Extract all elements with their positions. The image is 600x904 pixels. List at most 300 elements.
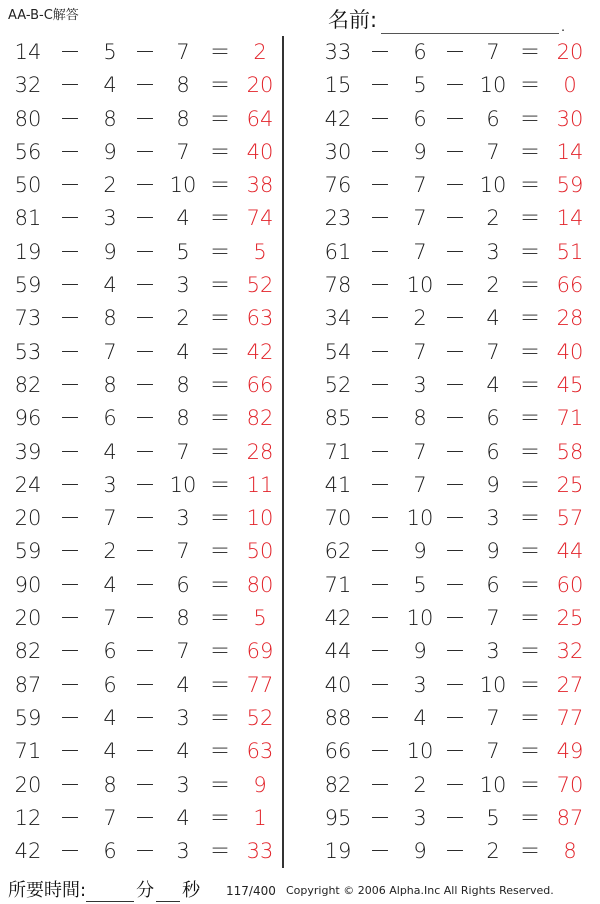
subtrahend-1: 3 [103,472,117,497]
subtrahend-2: 4 [176,739,190,764]
subtrahend-1: 3 [413,805,427,830]
answer: 64 [246,106,274,131]
minus-sign: － [134,439,156,464]
subtrahend-2: 6 [486,406,500,431]
subtrahend-2: 4 [176,339,190,364]
seconds-unit: 秒 [182,880,201,901]
problem-row [310,202,600,235]
answer: 69 [246,639,274,664]
equals-sign: ＝ [519,139,541,164]
problem-row [310,702,600,735]
answer: 59 [556,173,584,198]
equals-sign: ＝ [209,439,231,464]
equals-sign: ＝ [519,339,541,364]
subtrahend-1: 10 [406,739,434,764]
subtrahend-1: 10 [406,273,434,298]
minus-sign: － [444,273,466,298]
subtrahend-1: 7 [413,439,427,464]
minuend: 56 [14,139,42,164]
answer: 14 [556,139,584,164]
problem-row [310,735,600,768]
subtrahend-1: 7 [413,472,427,497]
answer: 40 [246,139,274,164]
equals-sign: ＝ [519,639,541,664]
minuend: 96 [14,406,42,431]
subtrahend-1: 4 [103,439,117,464]
minus-sign: － [59,539,81,564]
answer: 27 [556,672,584,697]
problem-row [0,269,290,302]
minus-sign: － [59,472,81,497]
subtrahend-2: 4 [176,206,190,231]
answer: 82 [246,406,274,431]
equals-sign: ＝ [209,173,231,198]
equals-sign: ＝ [209,40,231,64]
problem-row [0,569,290,602]
answer: 2 [253,40,267,64]
minuend: 81 [14,206,42,231]
equals-sign: ＝ [519,439,541,464]
equals-sign: ＝ [209,273,231,298]
problem-row [0,535,290,568]
answer: 14 [556,206,584,231]
minus-sign: － [134,372,156,397]
subtrahend-1: 8 [413,406,427,431]
minutes-blank [86,881,134,902]
minus-sign: － [369,273,391,298]
subtrahend-2: 7 [176,139,190,164]
minus-sign: － [369,239,391,264]
minuend: 23 [324,206,352,231]
minuend: 50 [14,173,42,198]
problem-row [0,136,290,169]
equals-sign: ＝ [519,40,541,64]
minus-sign: － [444,606,466,631]
minus-sign: － [369,805,391,830]
minus-sign: － [59,106,81,131]
minus-sign: － [444,339,466,364]
minus-sign: － [134,306,156,331]
subtrahend-1: 6 [103,672,117,697]
minuend: 40 [324,672,352,697]
minus-sign: － [134,639,156,664]
subtrahend-2: 7 [486,606,500,631]
minuend: 71 [324,572,352,597]
problem-row [310,103,600,136]
problem-row [0,202,290,235]
equals-sign: ＝ [519,372,541,397]
subtrahend-1: 9 [413,639,427,664]
minus-sign: － [59,772,81,797]
problem-row [310,669,600,702]
answer: 0 [563,73,577,98]
answer: 57 [556,506,584,531]
minus-sign: － [134,40,156,64]
problem-row [0,469,290,502]
equals-sign: ＝ [209,472,231,497]
problem-row [310,236,600,269]
equals-sign: ＝ [209,339,231,364]
answer: 60 [556,572,584,597]
problem-row [310,402,600,435]
subtrahend-2: 3 [176,506,190,531]
subtrahend-2: 8 [176,406,190,431]
minus-sign: － [369,139,391,164]
subtrahend-2: 2 [176,306,190,331]
equals-sign: ＝ [519,839,541,864]
minus-sign: － [444,672,466,697]
answer: 63 [246,306,274,331]
equals-sign: ＝ [209,739,231,764]
minus-sign: － [444,705,466,730]
minuend: 76 [324,173,352,198]
answer: 10 [246,506,274,531]
problem-row [0,69,290,102]
minus-sign: － [59,239,81,264]
subtrahend-1: 9 [413,139,427,164]
equals-sign: ＝ [519,206,541,231]
problem-row [0,402,290,435]
minus-sign: － [369,406,391,431]
subtrahend-1: 4 [413,705,427,730]
minuend: 24 [14,472,42,497]
minuend: 70 [324,506,352,531]
minuend: 59 [14,273,42,298]
subtrahend-1: 5 [413,73,427,98]
minuend: 52 [324,372,352,397]
minus-sign: － [444,406,466,431]
minus-sign: － [59,372,81,397]
name-label: 名前: [328,8,378,32]
column-divider [282,36,284,868]
answer: 45 [556,372,584,397]
problem-row [310,769,600,802]
answer: 44 [556,539,584,564]
subtrahend-2: 3 [176,772,190,797]
minuend: 34 [324,306,352,331]
minus-sign: － [369,539,391,564]
problem-row [0,769,290,802]
equals-sign: ＝ [519,572,541,597]
minuend: 12 [14,805,42,830]
equals-sign: ＝ [519,606,541,631]
subtrahend-1: 4 [103,572,117,597]
subtrahend-2: 8 [176,606,190,631]
answer: 11 [246,472,274,497]
equals-sign: ＝ [209,106,231,131]
minus-sign: － [444,73,466,98]
minus-sign: － [369,639,391,664]
subtrahend-1: 8 [103,372,117,397]
subtrahend-2: 6 [486,106,500,131]
minus-sign: － [134,539,156,564]
equals-sign: ＝ [519,739,541,764]
page-number: 117/400 [226,884,276,898]
minus-sign: － [134,273,156,298]
equals-sign: ＝ [209,406,231,431]
minus-sign: － [444,739,466,764]
minus-sign: － [134,606,156,631]
subtrahend-2: 7 [176,539,190,564]
problem-row [0,669,290,702]
subtrahend-2: 10 [479,672,507,697]
subtrahend-1: 6 [413,40,427,64]
minus-sign: － [369,339,391,364]
answer: 50 [246,539,274,564]
subtrahend-2: 3 [176,705,190,730]
subtrahend-2: 7 [176,40,190,64]
minus-sign: － [134,406,156,431]
answer: 30 [556,106,584,131]
time-label: 所要時間: [8,880,87,901]
minuend: 32 [14,73,42,98]
subtrahend-1: 7 [103,506,117,531]
subtrahend-2: 2 [486,273,500,298]
subtrahend-2: 6 [486,572,500,597]
minuend: 59 [14,705,42,730]
minus-sign: － [444,839,466,864]
minus-sign: － [59,306,81,331]
subtrahend-2: 4 [176,672,190,697]
minus-sign: － [369,506,391,531]
answer: 52 [246,705,274,730]
minus-sign: － [444,40,466,64]
equals-sign: ＝ [519,772,541,797]
answer: 42 [246,339,274,364]
answer: 5 [253,239,267,264]
minus-sign: － [134,472,156,497]
equals-sign: ＝ [209,539,231,564]
minus-sign: － [59,839,81,864]
subtrahend-2: 3 [176,839,190,864]
equals-sign: ＝ [209,606,231,631]
answer: 51 [556,239,584,264]
answer: 74 [246,206,274,231]
minuend: 82 [324,772,352,797]
minus-sign: － [59,139,81,164]
problem-row [0,302,290,335]
minus-sign: － [59,439,81,464]
minus-sign: － [369,106,391,131]
minus-sign: － [444,639,466,664]
minus-sign: － [444,472,466,497]
equals-sign: ＝ [209,306,231,331]
subtrahend-1: 7 [413,339,427,364]
subtrahend-2: 10 [479,73,507,98]
name-blank-line [381,13,559,34]
minus-sign: － [134,206,156,231]
minus-sign: － [134,672,156,697]
equals-sign: ＝ [209,705,231,730]
equals-sign: ＝ [519,73,541,98]
subtrahend-2: 10 [169,472,197,497]
minus-sign: － [369,606,391,631]
minus-sign: － [59,805,81,830]
equals-sign: ＝ [519,472,541,497]
problem-row [310,602,600,635]
minus-sign: － [369,739,391,764]
minuend: 85 [324,406,352,431]
subtrahend-1: 8 [103,106,117,131]
minus-sign: － [134,106,156,131]
subtrahend-1: 6 [103,639,117,664]
seconds-blank [156,881,180,902]
subtrahend-2: 7 [486,705,500,730]
equals-sign: ＝ [209,639,231,664]
subtrahend-1: 10 [406,506,434,531]
equals-sign: ＝ [519,406,541,431]
subtrahend-1: 7 [103,339,117,364]
subtrahend-1: 3 [413,372,427,397]
minus-sign: － [59,506,81,531]
subtrahend-1: 10 [406,606,434,631]
minus-sign: － [59,672,81,697]
minuend: 14 [14,40,42,64]
minuend: 39 [14,439,42,464]
equals-sign: ＝ [209,73,231,98]
problem-row [310,469,600,502]
minus-sign: － [444,572,466,597]
problem-row [310,36,600,69]
equals-sign: ＝ [519,506,541,531]
subtrahend-1: 5 [103,40,117,64]
minuend: 30 [324,139,352,164]
minuend: 20 [14,506,42,531]
subtrahend-1: 5 [413,572,427,597]
name-field [328,4,565,34]
minus-sign: － [59,639,81,664]
subtrahend-2: 9 [486,472,500,497]
problem-row [0,369,290,402]
minus-sign: － [444,439,466,464]
problem-row [310,569,600,602]
equals-sign: ＝ [519,173,541,198]
subtrahend-2: 9 [486,539,500,564]
answer: 77 [556,705,584,730]
minus-sign: － [369,439,391,464]
minus-sign: － [444,805,466,830]
minuend: 95 [324,805,352,830]
minuend: 54 [324,339,352,364]
minuend: 66 [324,739,352,764]
name-dot: . [561,20,565,34]
minus-sign: － [444,239,466,264]
subtrahend-2: 8 [176,106,190,131]
subtrahend-2: 10 [479,173,507,198]
problem-row [0,169,290,202]
subtrahend-2: 2 [486,206,500,231]
subtrahend-1: 3 [413,672,427,697]
subtrahend-2: 6 [176,572,190,597]
subtrahend-2: 10 [169,173,197,198]
minus-sign: － [134,139,156,164]
subtrahend-2: 2 [486,839,500,864]
subtrahend-2: 5 [176,239,190,264]
subtrahend-1: 7 [413,173,427,198]
subtrahend-1: 9 [413,839,427,864]
answer: 25 [556,472,584,497]
minus-sign: － [134,772,156,797]
subtrahend-1: 8 [103,306,117,331]
problem-row [310,502,600,535]
minuend: 82 [14,372,42,397]
subtrahend-2: 7 [486,339,500,364]
minuend: 19 [14,239,42,264]
subtrahend-1: 9 [103,139,117,164]
problem-row [310,169,600,202]
minus-sign: － [369,839,391,864]
problem-row [310,436,600,469]
minuend: 19 [324,839,352,864]
minuend: 87 [14,672,42,697]
equals-sign: ＝ [519,239,541,264]
minuend: 88 [324,705,352,730]
minus-sign: － [59,206,81,231]
minus-sign: － [444,106,466,131]
minus-sign: － [134,739,156,764]
equals-sign: ＝ [209,805,231,830]
minuend: 73 [14,306,42,331]
subtrahend-2: 8 [176,372,190,397]
minuend: 59 [14,539,42,564]
answer: 25 [556,606,584,631]
minus-sign: － [59,173,81,198]
minus-sign: － [444,506,466,531]
answer: 28 [246,439,274,464]
subtrahend-2: 4 [176,805,190,830]
minuend: 42 [324,106,352,131]
subtrahend-1: 2 [413,306,427,331]
equals-sign: ＝ [519,672,541,697]
minus-sign: － [134,572,156,597]
equals-sign: ＝ [519,805,541,830]
minus-sign: － [59,406,81,431]
subtrahend-1: 9 [103,239,117,264]
time-taken-field [8,876,202,902]
minus-sign: － [444,772,466,797]
answer: 71 [556,406,584,431]
answer: 52 [246,273,274,298]
minus-sign: － [369,40,391,64]
minus-sign: － [134,506,156,531]
problem-row [310,269,600,302]
subtrahend-1: 4 [103,73,117,98]
copyright-notice: Copyright © 2006 Alpha.Inc All Rights Reserved. [286,884,554,897]
minuend: 42 [14,839,42,864]
minus-sign: － [134,705,156,730]
subtrahend-1: 4 [103,273,117,298]
problem-row [0,502,290,535]
answer: 77 [246,672,274,697]
answer: 1 [253,805,267,830]
answer: 38 [246,173,274,198]
subtrahend-2: 5 [486,805,500,830]
equals-sign: ＝ [519,306,541,331]
problem-row [0,735,290,768]
minus-sign: － [59,73,81,98]
answer: 63 [246,739,274,764]
answer: 49 [556,739,584,764]
equals-sign: ＝ [209,206,231,231]
problem-row [0,835,290,868]
minuend: 53 [14,339,42,364]
minuend: 80 [14,106,42,131]
problem-row [310,136,600,169]
problem-row [0,802,290,835]
problem-row [310,635,600,668]
problem-row [310,835,600,868]
answer: 66 [246,372,274,397]
